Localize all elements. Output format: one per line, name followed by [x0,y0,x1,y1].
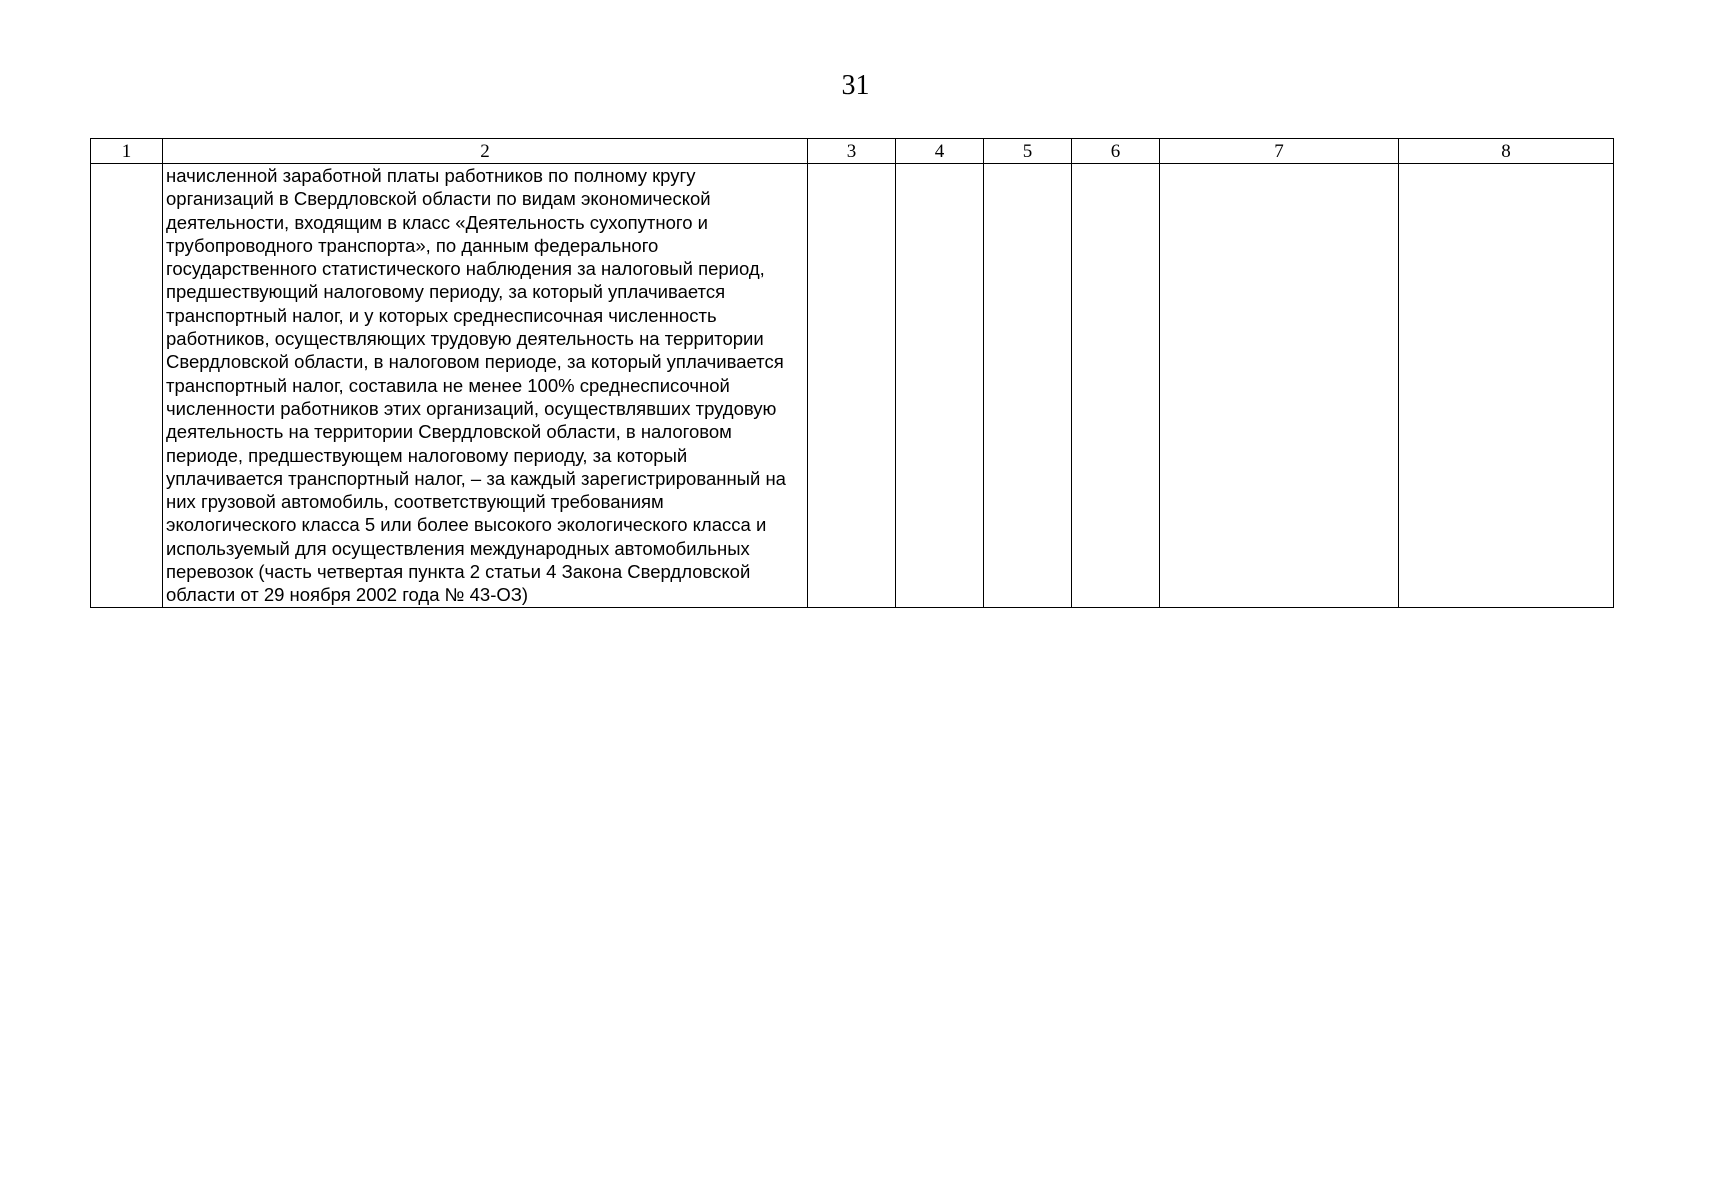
description-line: начисленной заработной платы работников по полному кругу [166,165,696,186]
header-cell-7: 7 [1160,139,1399,164]
header-cell-1: 1 [91,139,163,164]
table-row [91,164,1614,608]
description-line: деятельности, входящим в класс «Деятельность сухопутного и [166,211,708,233]
header-cell-4: 4 [896,139,984,164]
header-cell-6: 6 [1072,139,1160,164]
description-line: деятельность на территории Свердловской области, в налоговом [166,421,732,443]
description-line: используемый для осуществления международных автомобильных [166,537,750,559]
description-line: предшествующий налоговому периоду, за который уплачивается [166,281,726,303]
header-cell-2: 2 [163,139,808,164]
description-line: Свердловской области, в налоговом периоде, за который уплачивается [166,351,784,373]
description-cell [163,164,808,608]
page-number: 31 [841,70,870,101]
header-cell-8: 8 [1399,139,1614,164]
description-line: трубопроводного транспорта», по данным федерального [166,234,659,256]
column-3-cell [808,164,896,608]
description-line: перевозок (часть четвертая пункта 2 статьи 4 Закона Свердловской [166,561,751,583]
header-cell-5: 5 [984,139,1072,164]
description-line: организаций в Свердловской области по видам экономической [166,188,711,210]
description-line: них грузовой автомобиль, соответствующий требованиям [166,491,664,513]
column-7-cell [1160,164,1399,608]
description-line: экологического класса 5 или более высокого экологического класса и [166,514,767,536]
description-line: транспортный налог, и у которых среднесписочная численность [166,304,717,326]
description-line: численности работников этих организаций, осуществлявших трудовую [166,397,777,419]
row-number-cell [91,164,163,608]
column-4-cell [896,164,984,608]
column-8-cell [1399,164,1614,608]
column-5-cell [984,164,1072,608]
header-row [91,139,1614,164]
description-line: работников, осуществляющих трудовую деятельность на территории [166,328,764,350]
description-line: периоде, предшествующем налоговому периоду, за который [166,444,688,466]
description-line: области от 29 ноября 2002 года № 43-ОЗ) [166,584,529,606]
description-line: государственного статистического наблюдения за налоговый период, [166,258,765,280]
column-6-cell [1072,164,1160,608]
header-cell-3: 3 [808,139,896,164]
description-line: транспортный налог, составила не менее 100% среднесписочной [166,374,730,396]
data-table [90,138,1614,608]
description-line: уплачивается транспортный налог, – за каждый зарегистрированный на [166,467,786,489]
